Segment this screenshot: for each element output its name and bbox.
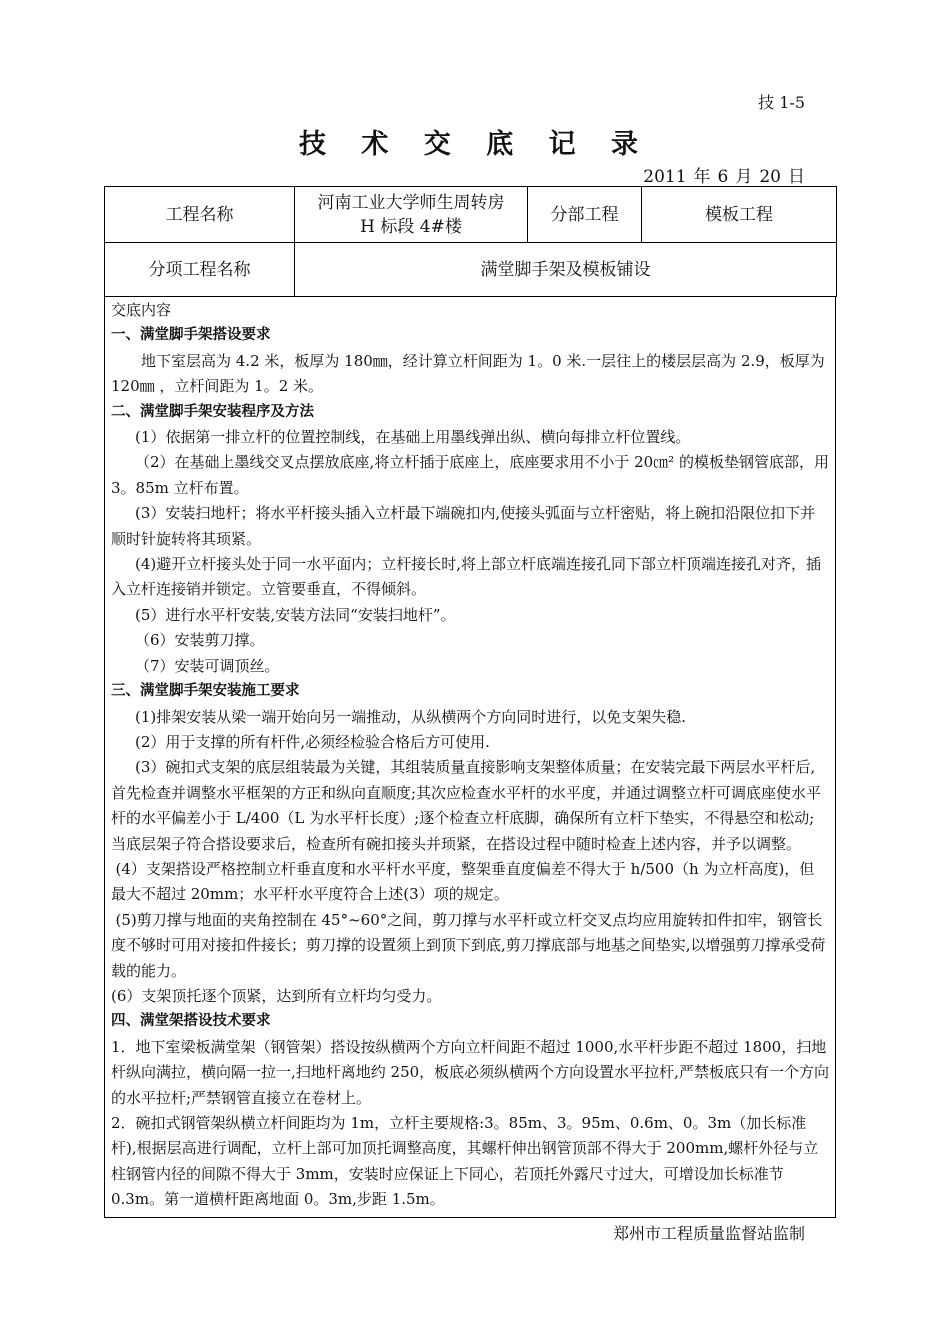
date-day: 20 [759, 167, 781, 187]
section-4-item-2: 2．碗扣式钢管架纵横立杆间距均为 1m，立杆主要规格:3。85m、3。95m、0.6m、0。3m（加长标准杆),根据层高进行调配，立杆上部可加顶托调整高度，其螺杆伸出钢管顶部不得大于 200mm,螺杆外径与立柱钢管内径的间隙不得大于 3mm，安装时应保证上下同心，若顶托外露尺寸过大，可增设加长标准节 0.3m。第一道横杆距离地面 0。3m,步距 1.5m。 [111, 1114, 819, 1209]
footer-issuer: 郑州市工程质量监督站监制 [612, 1224, 805, 1243]
section-1-para: 地下室层高为 4.2 米，板厚为 180㎜，经计算立杆间距为 1。0 米.一层往上的楼层层高为 2.9，板厚为 120㎜ ，立杆间距为 1。2 米。 [111, 351, 825, 396]
section-4-heading: 四、满堂架搭设技术要求 [111, 1013, 271, 1030]
section-2-item-6: （6）安装剪刀撑。 [135, 631, 265, 650]
section-2-item-1: (1）依据第一排立杆的位置控制线，在基础上用墨线弹出纵、横向每排立杆位置线。 [135, 428, 691, 447]
page-title: 技 术 交 底 记 录 [299, 129, 651, 160]
subitem-value: 满堂脚手架及模板铺设 [295, 243, 837, 297]
date-day-unit: 日 [788, 167, 805, 187]
subitem-label: 分项工程名称 [105, 243, 295, 297]
content-label: 交底内容 [111, 301, 172, 319]
section-3-item-3: (3）碗扣式支架的底层组装最为关键，其组装质量直接影响支架整体质量；在安装完最下两层水平杆后,首先检查并调整水平框架的方正和纵向直顺度;其次应检查水平杆的水平度，并通过调整立杆可调底座使水平杆的水平偏差小于 L/400（L 为水平杆长度）;逐个检查立杆底脚，确保所有立杆下垫实，不得悬空和松动;当底层架子符合搭设要求后，检查所有碗扣接头并顼紧，在搭设过程中随时检查上述内容，并予以调整。 [111, 758, 822, 853]
section-1-heading: 一、满堂脚手架搭设要求 [111, 327, 271, 344]
project-row [105, 187, 837, 243]
section-3-heading: 三、满堂脚手架安装施工要求 [111, 683, 300, 700]
section-2-heading: 二、满堂脚手架安装程序及方法 [111, 403, 314, 420]
form-code: 技 1-5 [758, 93, 805, 112]
section-3-item-5: (5)剪刀撑与地面的夹角控制在 45°~60°之间，剪刀撑与水平杆或立杆交叉点均应用旋转扣件扣牢，钢管长度不够时可用对接扣件接长；剪刀撑的设置须上到顶下到底,剪刀撑底部与地基之间垫实,以增强剪刀撑承受荷载的能力。 [111, 910, 826, 980]
section-3-item-1: (1)排架安装从梁一端开始向另一端推动，从纵横两个方向同时进行，以免支架失稳. [135, 707, 687, 726]
section-2-item-2: （2）在基础上墨线交叉点摆放底座,将立杆插于底座上，底座要求用不小于 20㎝² 的模板垫钢管底部，用 3。85m 立杆布置。 [111, 453, 829, 497]
division-label: 分部工程 [528, 187, 642, 243]
date-year-unit: 年 [693, 167, 711, 187]
date-year: 2011 [643, 167, 687, 187]
division-value: 模板工程 [642, 187, 837, 243]
subitem-row [105, 243, 837, 297]
section-2-item-3: (3）安装扫地杆；将水平杆接头插入立杆最下端碗扣内,使接头弧面与立杆密贴，将上碗扣沿限位扣下并顺时针旋转将其顼紧。 [111, 504, 816, 548]
record-date [636, 162, 805, 187]
project-name-label: 工程名称 [105, 187, 295, 243]
section-3-item-6: (6）支架顶托逐个顶紧，达到所有立杆均匀受力。 [111, 986, 442, 1005]
project-name-line2: H 标段 4#楼 [360, 216, 462, 237]
section-3-item-2: (2）用于支撑的所有杆件,必须经检验合格后方可使用. [135, 732, 490, 751]
section-4-item-1: 1．地下室梁板满堂架（钢管架）搭设按纵横两个方向立杆间距不超过 1000,水平杆步距不超过 1800，扫地杆纵向满拉，横向隔一拉一,扫地杆离地约 250，板底必须纵横两个方向设置水平拉杆,严禁板底只有一个方向的水平拉杆;严禁钢管直接立在卷材上。 [111, 1037, 829, 1107]
project-name-line1: 河南工业大学师生周转房 [317, 192, 505, 213]
section-2-item-5: (5）进行水平杆安装,安装方法同“安装扫地杆”。 [135, 605, 456, 624]
info-table [104, 186, 837, 297]
section-3-item-4: (4）支架搭设严格控制立杆垂直度和水平杆水平度，整架垂直度偏差不得大于 h/500（h 为立杆高度)，但最大不超过 20mm；水平杆水平度符合上述(3）项的规定。 [111, 859, 815, 904]
date-month-unit: 月 [735, 167, 753, 187]
section-2-item-7: （7）安装可调顶丝。 [135, 656, 280, 675]
date-month: 6 [717, 167, 729, 187]
section-2-item-4: (4)避开立杆接头处于同一水平面内；立杆接长时,将上部立杆底端连接孔同下部立杆顶端连接孔对齐，插入立杆连接销并锁定。立管要垂直，不得倾斜。 [111, 555, 822, 599]
content-body [104, 296, 836, 1218]
project-name-value [295, 187, 528, 243]
